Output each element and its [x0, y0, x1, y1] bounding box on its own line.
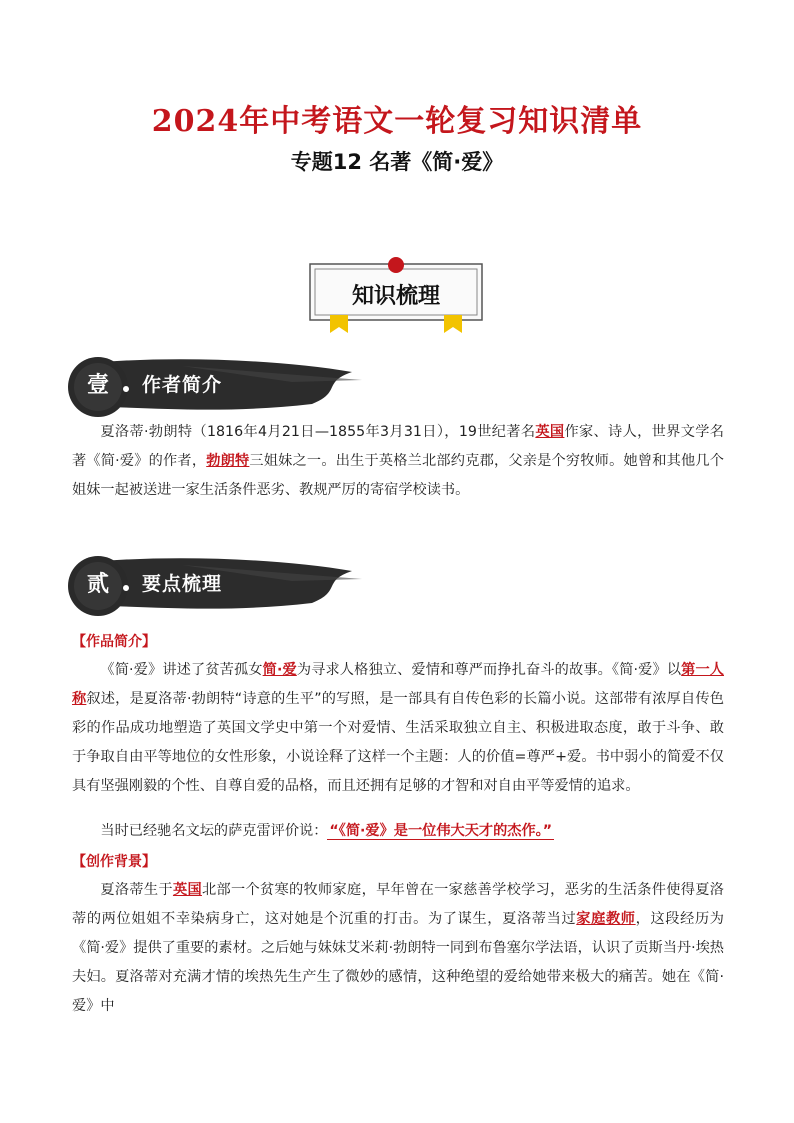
highlight-term: 英国 — [535, 424, 565, 440]
critic-quote: “《简·爱》是一位伟大天才的杰作。” — [329, 823, 553, 839]
section-number: 贰 — [86, 571, 109, 597]
section-number: 壹 — [86, 372, 109, 398]
background-paragraph: 夏洛蒂生于英国北部一个贫寒的牧师家庭，早年曾在一家慈善学校学习，恶劣的生活条件使得夏洛蒂的两位姐姐不幸染病身亡，这对她是个沉重的打击。为了谋生，夏洛蒂当过家庭教师，这段经历为《简·爱》提供了重要的素材。之后她与妹妹艾米莉·勃朗特一同到布鲁塞尔学法语，认识了贡斯当丹·埃热夫妇。夏洛蒂对充满才情的埃热先生产生了微妙的感情，这种绝望的爱给她带来极大的痛苦。她在《简·爱》中 — [72, 882, 724, 1014]
work-intro-paragraph: 《简·爱》讲述了贫苦孤女简·爱为寻求人格独立、爱情和尊严而挣扎奋斗的故事。《简·爱》以第一人称叙述，是夏洛蒂·勃朗特“诗意的生平”的写照，是一部具有自传色彩的长篇小说。这部带有浓厚自传色彩的作品成功地塑造了英国文学史中第一个对爱情、生活采取独立自主、积极进取态度，敢于斗争、敢于争取自由平等地位的女性形象，小说诠释了这样一个主题：人的价值=尊严+爱。书中弱小的简爱不仅具有坚强刚毅的个性、自尊自爱的品格，而且还拥有足够的才智和对自由平等爱情的追求。 — [72, 662, 724, 794]
author-paragraph: 夏洛蒂·勃朗特（1816年4月21日—1855年3月31日），19世纪著名英国作家、诗人，世界文学名著《简·爱》的作者，勃朗特三姐妹之一。出生于英格兰北部约克郡，父亲是个穷牧师。她曾和其他几个姐妹一起被送进一家生活条件恶劣、教规严厉的寄宿学校读书。 — [72, 424, 724, 498]
section-title: 作者简介 — [142, 374, 223, 396]
banner-label: 知识梳理 — [351, 284, 440, 309]
work-intro-label: 【作品简介】 — [72, 634, 156, 650]
section-title: 要点梳理 — [142, 573, 223, 595]
page-subtitle: 专题12 名著《简·爱》 — [290, 150, 504, 174]
highlight-term: 简·爱 — [262, 662, 297, 678]
page-title: 2024年中考语文一轮复习知识清单 — [151, 104, 643, 139]
highlight-term: 家庭教师 — [576, 911, 636, 927]
section-header-author — [62, 352, 362, 422]
background-label: 【创作背景】 — [72, 854, 156, 870]
section-banner — [306, 255, 486, 335]
critic-quote-paragraph: 当时已经驰名文坛的萨克雷评价说： “《简·爱》是一位伟大天才的杰作。” — [100, 823, 553, 839]
highlight-term: 英国 — [172, 882, 202, 898]
highlight-term: 第一人称 — [72, 662, 724, 707]
section-header-keypoints — [62, 551, 362, 621]
highlight-term: 勃朗特 — [206, 453, 250, 469]
